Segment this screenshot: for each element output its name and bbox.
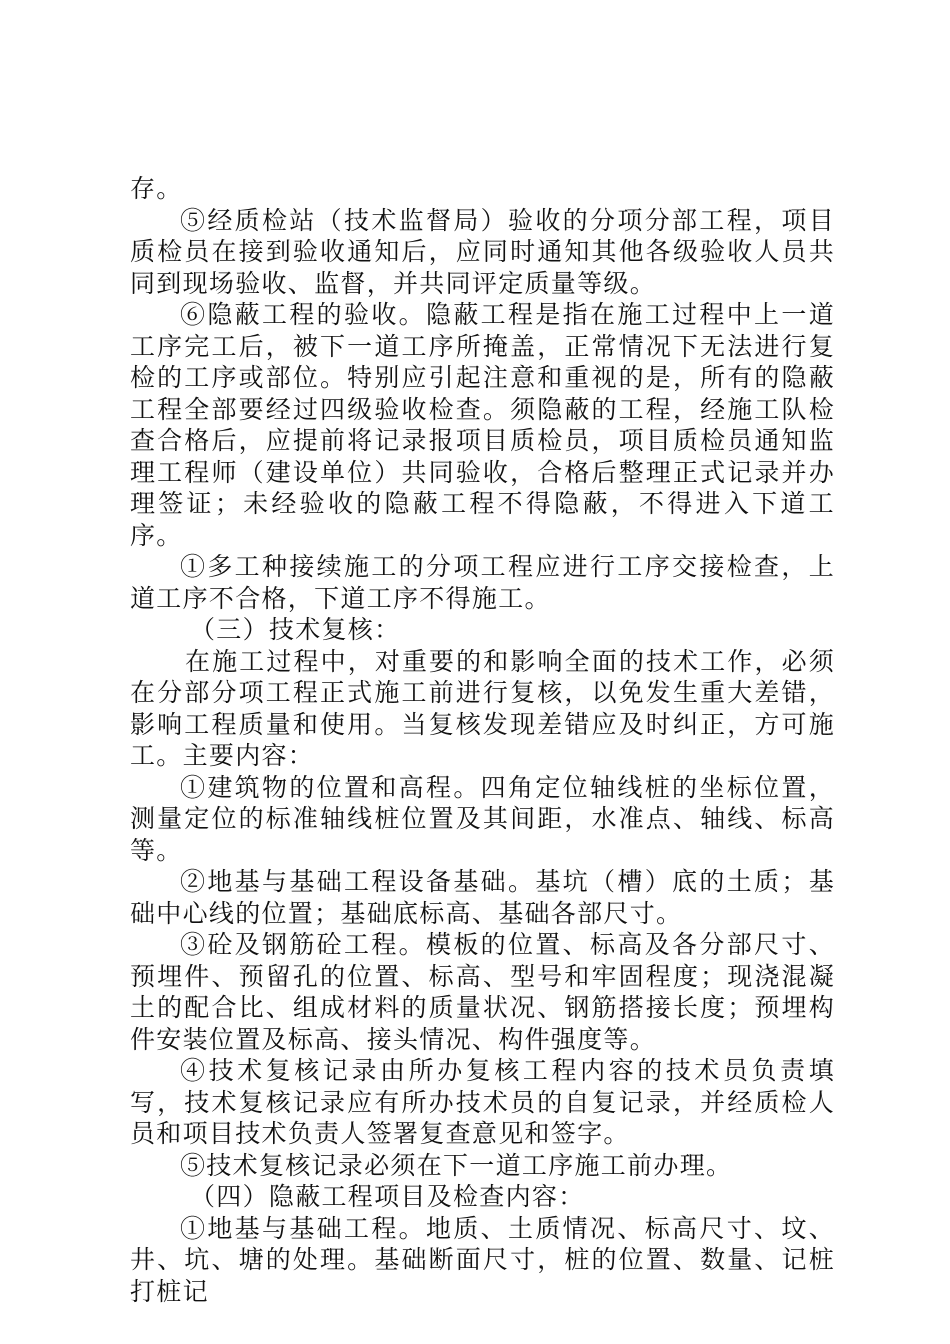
- section-heading-concealed-items: （四）隐蔽工程项目及检查内容：: [190, 1182, 585, 1211]
- paragraph-item-1-handover: ①多工种接续施工的分项工程应进行工序交接检查，上道工序不合格，下道工序不得施工。: [130, 552, 835, 613]
- paragraph-concealed-item-1: ①地基与基础工程。地质、土质情况、标高尺寸、坟、井、坑、塘的处理。基础断面尺寸，桩的位置、数量、记桩打桩记: [130, 1213, 835, 1306]
- paragraph-review-item-3: ③砼及钢筋砼工程。模板的位置、标高及各分部尺寸、预埋件、预留孔的位置、标高、型号和牢固程度；现浇混凝土的配合比、组成材料的质量状况、钢筋搭接长度；预埋构件安装位置及标高、接头情况、构件强度等。: [130, 930, 835, 1054]
- paragraph-item-6-concealed-works: ⑥隐蔽工程的验收。隐蔽工程是指在施工过程中上一道工序完工后，被下一道工序所掩盖，正常情况下无法进行复检的工序或部位。特别应引起注意和重视的是，所有的隐蔽工程全部要经过四级验收检查。须隐蔽的工程，经施工队检查合格后，应提前将记录报项目质检员，项目质检员通知监理工程师（建设单位）共同验收，合格后整理正式记录并办理签证；未经验收的隐蔽工程不得隐蔽，不得进入下道工序。: [130, 300, 835, 550]
- paragraph-review-item-2: ②地基与基础工程设备基础。基坑（槽）底的土质；基础中心线的位置；基础底标高、基础各部尺寸。: [130, 867, 835, 928]
- section-heading-technical-review: （三）技术复核：: [190, 615, 401, 644]
- paragraph-review-item-1: ①建筑物的位置和高程。四角定位轴线桩的坐标位置，测量定位的标准轴线桩位置及其间距，水准点、轴线、标高等。: [130, 772, 835, 865]
- paragraph-continuation: 存。: [130, 174, 183, 203]
- paragraph-review-item-5: ⑤技术复核记录必须在下一道工序施工前办理。: [180, 1150, 733, 1180]
- paragraph-review-intro: 在施工过程中，对重要的和影响全面的技术工作，必须在分部分项工程正式施工前进行复核，以免发生重大差错，影响工程质量和使用。当复核发现差错应及时纠正，方可施工。主要内容：: [130, 646, 835, 770]
- paragraph-item-5-inspection: ⑤经质检站（技术监督局）验收的分项分部工程，项目质检员在接到验收通知后，应同时通知其他各级验收人员共同到现场验收、监督，并共同评定质量等级。: [130, 205, 835, 298]
- paragraph-review-item-4: ④技术复核记录由所办复核工程内容的技术员负责填写，技术复核记录应有所办技术员的自复记录，并经质检人员和项目技术负责人签署复查意见和签字。: [130, 1056, 835, 1148]
- document-body: [130, 173, 835, 1307]
